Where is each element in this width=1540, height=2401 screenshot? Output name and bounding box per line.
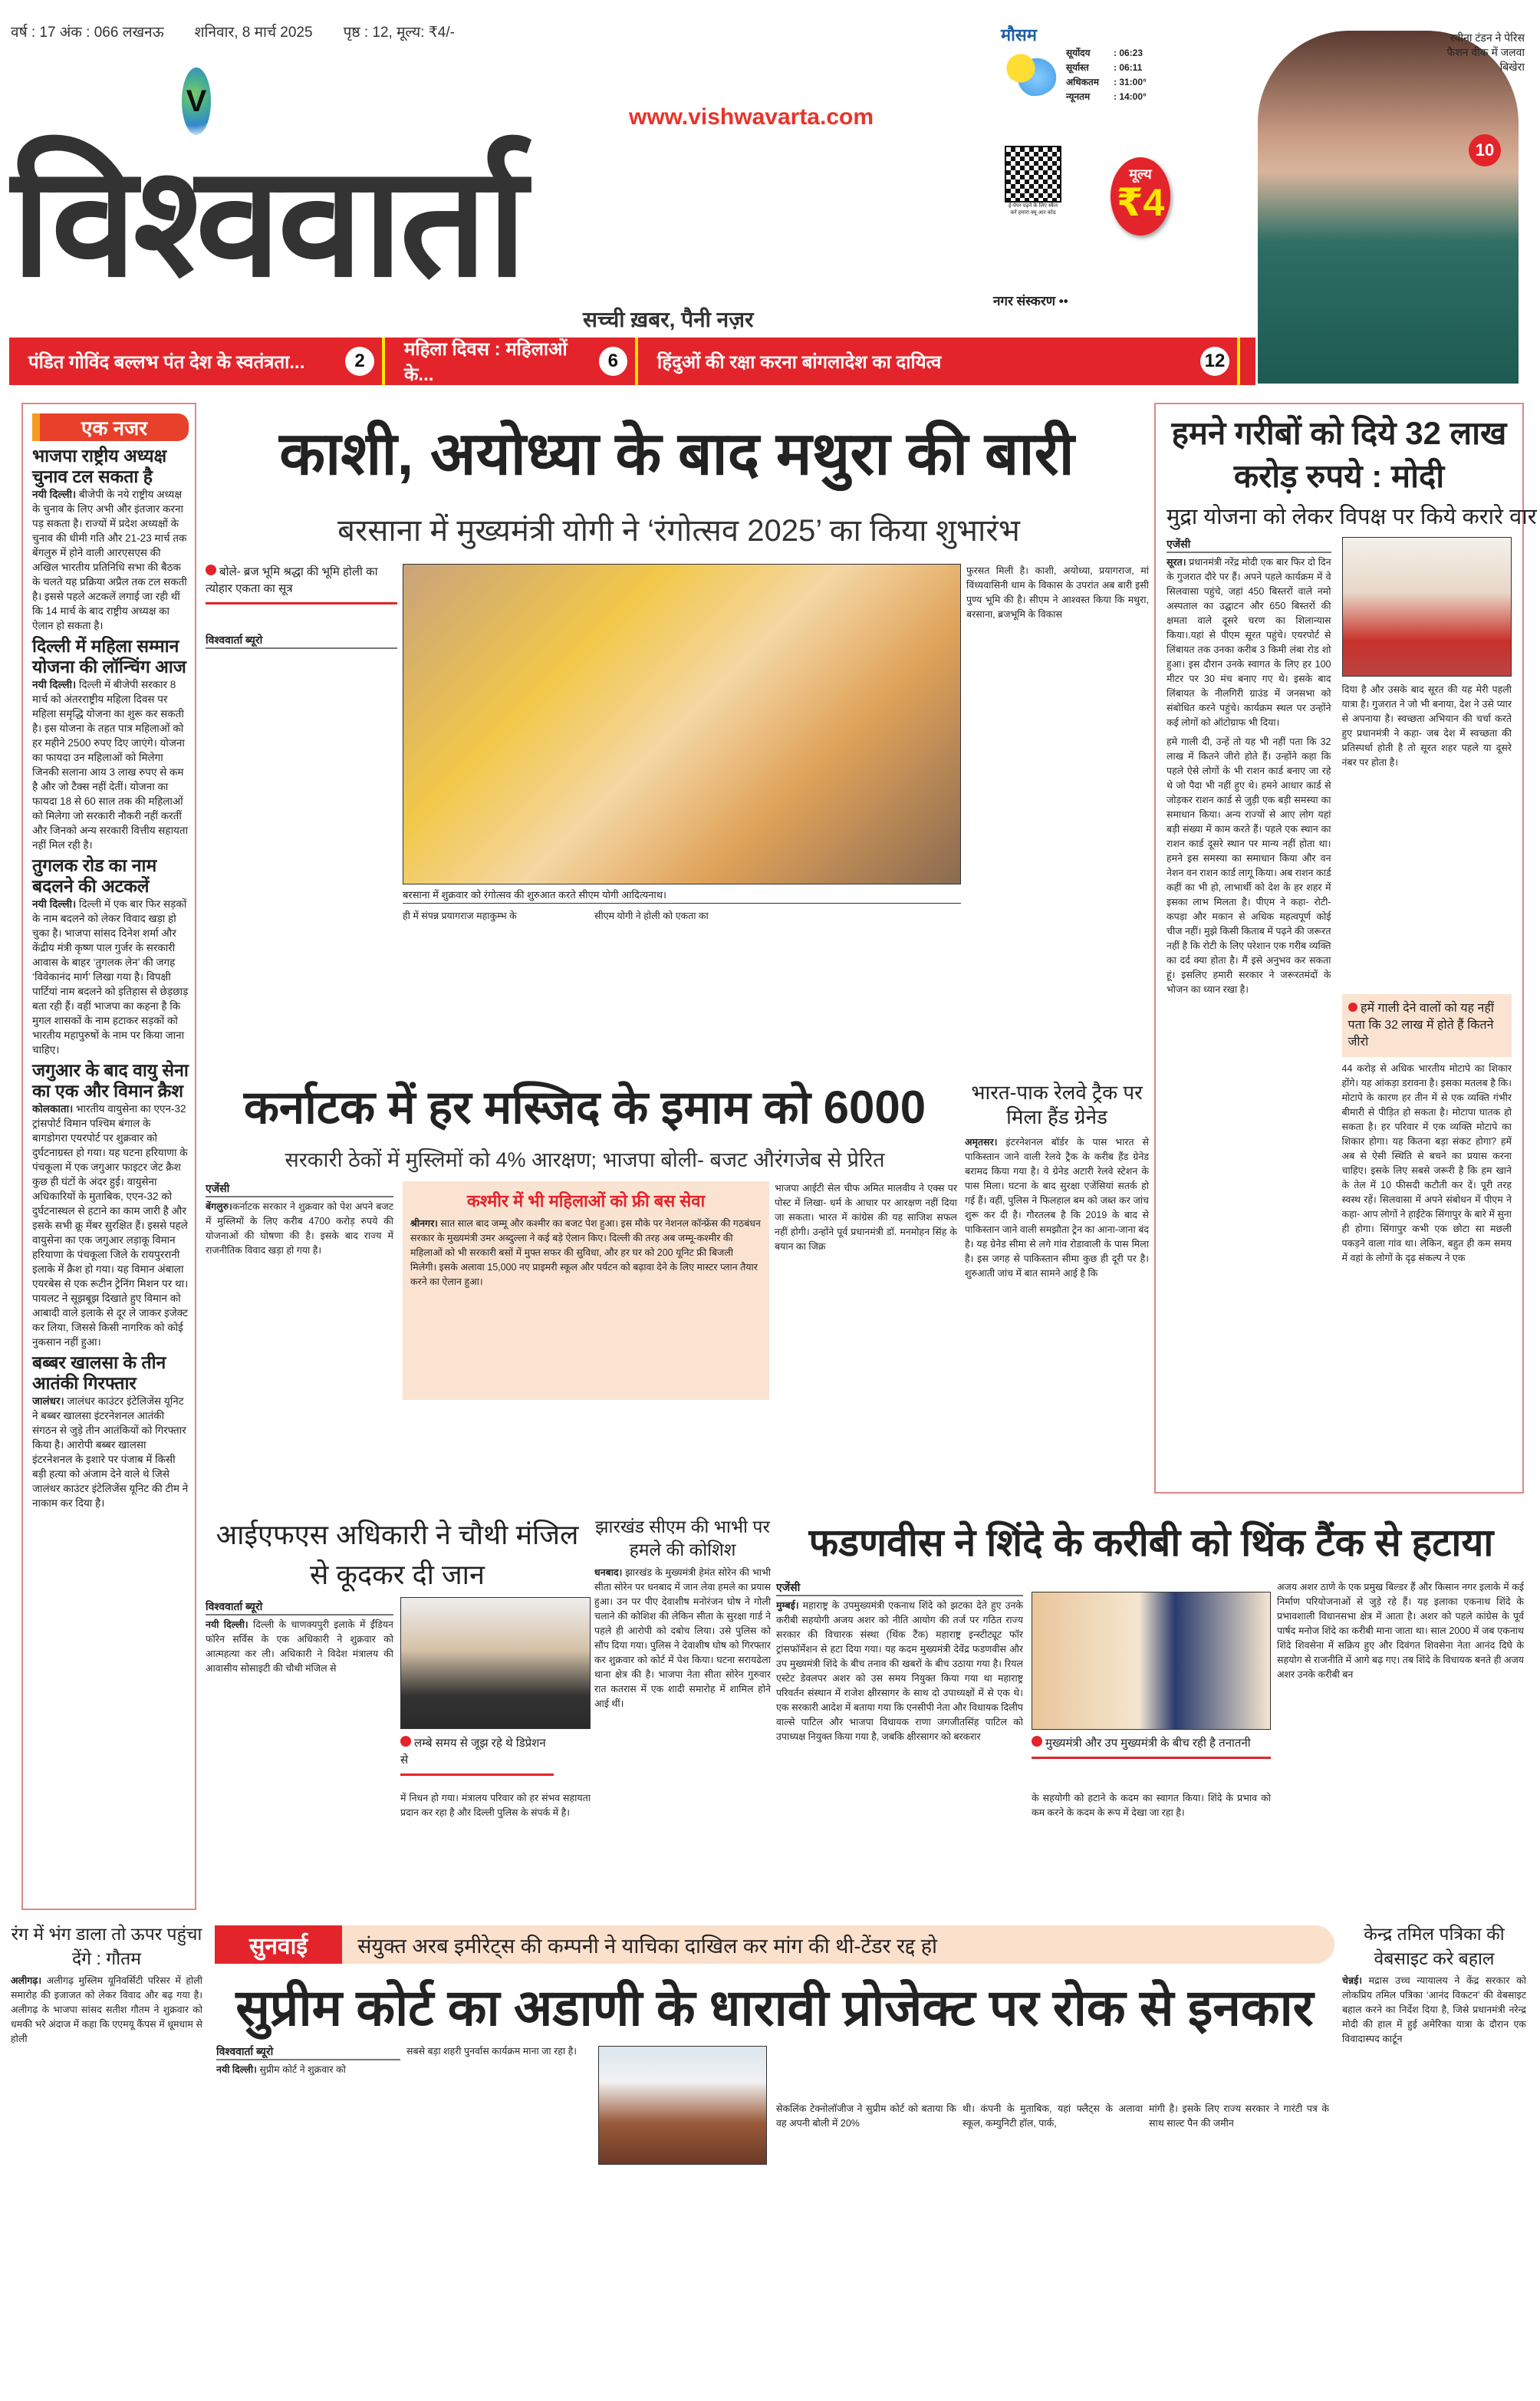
tamil-story <box>1342 1922 1526 2389</box>
pull-quote-text: हमें गाली देने वालों को यह नहीं पता कि 32 लाख में होते हैं कितने जीरो <box>1348 1002 1494 1049</box>
weather-label: अधिकतम <box>1066 77 1099 87</box>
highlight-text: लम्बे समय से जूझ रहे थे डिप्रेशन से <box>400 1737 546 1767</box>
kashmir-inset <box>403 1181 769 1400</box>
story-text: मद्रास उच्च न्यायालय ने केंद्र सरकार को लोकप्रिय तमिल पत्रिका ‘आनंद विकटन’ की वेबसाइट बहाल करने का निर्देश दिया है, जिसे प्रधानमंत्री नरेन्द्र मोदी की हाल में हुई अमेरिका यात्रा के दौरान एक विवादास्पद कार्टून <box>1342 1975 1526 2044</box>
karnataka-column: भाजपा आईटी सेल चीफ अमित मालवीय ने एक्स पर पोस्ट में लिखा- धर्म के आधार पर आरक्षण नहीं दिया जा सकता। भारत में कांग्रेस की यह साजिश सफल नहीं होगी। उन्होंने पूर्व प्रधानमंत्री डॉ. मनमोहन सिंह के बयान का जिक्र <box>775 1183 957 1252</box>
modi-headline[interactable]: हमने गरीबों को दिये 32 लाख करोड़ रुपये : मोदी <box>1171 415 1507 494</box>
sun-cloud-icon <box>1005 50 1058 96</box>
issue-date: शनिवार, 8 मार्च 2025 <box>194 25 313 41</box>
price-value: ₹4 <box>1116 181 1165 224</box>
story-text: महाराष्ट्र के उपमुख्यमंत्री एकनाथ शिंदे को झटका देते हुए उनके करीबी सहयोगी अजय अशर को नीति आयोग की तर्ज पर गठित राज्य सरकार की विचारक संस्था (थिंक टैंक) महाराष्ट्र इन्स्टीट्यूट फॉर ट्रांसफॉर्मेशन से हटा दिया गया। यह कदम मुख्यमंत्री देवेंद्र फडणवीस और उप मुख्यमंत्री शिंदे के बीच तनाव की खबरों के बीच उठाया गया है। रियल एस्टेट डेवलपर अशर को उस समय नियुक्त किया गया था महाराष्ट्र परिवर्तन संस्थान में राजेश क्षीरसागर के साथ दो उपाध्यक्षों में से एक थे। एक सरकारी आदेश में बताया गया कि एनसीपी नेता और विधायक दिलीप वाल्से पाटिल और भाजपा विधायक राणा जगजीतसिंह पाटिल को उपाध्यक्ष नियुक्त किया गया है, जबकि क्षीरसागर को बरकरार <box>776 1600 1023 1742</box>
brief-body <box>32 1102 189 1349</box>
grenade-headline[interactable]: भारत-पाक रेलवे ट्रैक पर मिला हैंड ग्रेनेड <box>971 1081 1143 1128</box>
story-text: दिल्ली के चाणक्यपुरी इलाके में ईंडियन फॉरेन सर्विस के एक अधिकारी ने शुक्रवार को आत्महत्या कर ली। अधिकारी ने विदेश मंत्रालय की आवासीय सोसाइटी की चौथी मंजिल से <box>206 1619 393 1674</box>
highlight-text: बोले- ब्रज भूमि श्रद्धा की भूमि होली का त्योहार एकता का सूत्र <box>206 565 378 595</box>
jharkhand-headline[interactable]: झारखंड सीएम की भाभी पर हमले की कोशिश <box>595 1517 770 1559</box>
tagline: सच्ची ख़बर, पैनी नज़र <box>583 308 754 331</box>
lead-column: फुरसत मिली है। काशी, अयोध्या, प्रयागराज, मां विंध्यवासिनी धाम के विकास के उपरांत अब बारी इसी पुण्य भूमि की है। सीएम ने आश्वस्त किया कि मथुरा, बरसाना, ब्रजभूमि के विकास <box>966 565 1149 620</box>
teaser-text: महिला दिवस : महिलाओं के... <box>404 339 568 385</box>
modi-column: दिया है और उसके बाद सूरत की यह मेरी पहली यात्रा है। गुजरात ने जो भी बनाया, देश ने उसे प्यार से अपनाया है। स्वच्छता अभियान की चर्चा करते हुए प्रधानमंत्री ने कहा- जब देश में स्वच्छता की प्रतिस्पर्धा होती है तो सूरत शहर पहले या दूसरे नंबर पर होता है। <box>1341 684 1512 768</box>
dateline: सूरत। <box>1167 557 1186 568</box>
inset-text: सात साल बाद जम्मू और कश्मीर का बजट पेश हुआ। इस मौके पर नेशनल कॉन्फ्रेंस की गठबंधन सरकार के मुख्यमंत्री उमर अब्दुल्ला ने कई बड़े ऐलान किए। दिल्ली की तरह अब जम्मू-कश्मीर की महिलाओं को भी सरकारी बसों में मुफ्त सफर की सुविधा, और हर घर को 200 यूनिट फ्री बिजली मिलेगी। इसके अलावा 15,000 नए प्राइमरी स्कूल और पर्यटन को बढ़ावा देने के लिए मास्टर प्लान तैयार करने का ऐलान हुआ। <box>410 1218 761 1287</box>
website-link[interactable]: www.vishwavarta.com <box>629 104 874 130</box>
red-dot-icon <box>206 565 216 575</box>
dateline: नयी दिल्ली। <box>216 2064 257 2075</box>
dateline: मुम्बई। <box>776 1600 799 1611</box>
weather-value: : 14:00° <box>1114 91 1147 102</box>
weather-value: : 06:23 <box>1114 48 1143 58</box>
jharkhand-column <box>594 1566 771 1903</box>
fadnavis-photo <box>1032 1592 1271 1730</box>
teaser-bar <box>9 338 1255 385</box>
dateline: नयी दिल्ली। <box>32 898 77 910</box>
ek-nazar-box <box>21 403 196 1910</box>
qr-code-icon <box>1005 146 1061 203</box>
dateline: कोलकाता। <box>32 1103 74 1115</box>
weather-row <box>1066 75 1154 90</box>
byline: एजेंसी <box>206 1181 393 1197</box>
weather-label: न्यूनतम <box>1066 91 1091 102</box>
brief-headline[interactable]: भाजपा राष्ट्रीय अध्यक्ष चुनाव टल सकता है <box>32 446 167 486</box>
dharavi-column: सबसे बड़ा शहरी पुनर्वास कार्यक्रम माना जा रहा है। <box>406 2046 577 2057</box>
tamil-headline[interactable]: केन्द्र तमिल पत्रिका की वेबसाइट करे बहाल <box>1364 1924 1505 1968</box>
red-dot-icon <box>1348 1003 1357 1012</box>
grenade-story <box>965 1074 1149 1492</box>
dateline: नयी दिल्ली। <box>32 489 77 500</box>
lead-headline[interactable]: काशी, अयोध्या के बाद मथुरा की बारी <box>279 420 1074 487</box>
issue-meta <box>11 21 455 41</box>
hearing-banner <box>215 1925 1334 1964</box>
brief-body <box>32 677 189 852</box>
dateline: बेंगलुरु। <box>206 1201 232 1212</box>
fadnavis-headline[interactable]: फडणवीस ने शिंदे के करीबी को थिंक टैंक से हटाया <box>808 1521 1494 1564</box>
hearing-kicker-text: संयुक्त अरब इमीरेट्स की कम्पनी ने याचिका दाखिल कर मांग की थी-टेंडर रद्द हो <box>342 1925 1334 1964</box>
dateline: नयी दिल्ली। <box>206 1619 248 1630</box>
story-text: अलीगढ़ मुस्लिम यूनिवर्सिटी परिसर में होली समारोह की इजाजत को लेकर विवाद और बढ़ गया है। अलीगढ़ के भाजपा सांसद सतीश गौतम ने शुक्रवार को धमकी भरे अंदाज में कहा कि एएमयू कैंपस में धूमधाम से होली <box>11 1975 202 2044</box>
dharavi-column: थी। कंपनी के मुताबिक, यहां फ्लैट्स के अलावा स्कूल, कम्युनिटी हॉल, पार्क, <box>962 2103 1143 2129</box>
inset-body <box>410 1217 762 1289</box>
lead-highlight <box>206 564 397 604</box>
dateline: श्रीनगर। <box>410 1218 438 1229</box>
modi-photo <box>1342 537 1512 677</box>
teaser-item[interactable] <box>385 338 638 385</box>
brief-body <box>32 487 189 633</box>
fadnavis-highlight <box>1032 1735 1271 1759</box>
jharkhand-story <box>594 1515 771 1906</box>
amu-column <box>11 1974 202 2373</box>
modi-story-box <box>1154 403 1537 1494</box>
brief-headline[interactable]: दिल्ली में महिला सम्मान योजना की लॉन्चिंग आज <box>32 636 186 677</box>
lead-photo <box>403 564 961 884</box>
ifs-column <box>206 1599 393 1906</box>
brief-body <box>32 1394 189 1510</box>
modi-column <box>1167 537 1331 1457</box>
fadnavis-column: अजय अशर ठाणे के एक प्रमुख बिल्डर हैं और किसान नगर इलाके में कई निर्माण परियोजनाओं से जुड़े रहे हैं। यह इलाका एकनाथ शिंदे के प्रभावशाली विधानसभा क्षेत्र में आता है। अशर को पहले कांग्रेस के पूर्व पार्षद मनोज शिंदे का करीबी माना जाता था। साल 2000 में जब एकनाथ शिंदे शिवसेना में सक्रिय हुए और दिवंगत शिवसेना नेता आनंद दिघे के सहयोग से राजनीति में आगे बढ़ गए। तब शिंदे के विधायक बनते ही अजय अशर उनके करीबी बन <box>1277 1582 1524 1680</box>
fadnavis-column: के सहयोगी को हटाने के कदम का स्वागत किया। शिंदे के प्रभाव को कम करने के कदम के रूप में देखा जा रहा है। <box>1032 1793 1271 1818</box>
pull-quote <box>1342 994 1512 1057</box>
byline: एजेंसी <box>776 1580 1023 1596</box>
lead-subheadline: बरसाना में मुख्यमंत्री योगी ने ‘रंगोत्सव 2025’ का किया शुभारंभ <box>337 514 1020 548</box>
story-text: हमे गाली दी, उन्हें तो यह भी नहीं पता कि 32 लाख में कितने जीरो होते हैं। उन्होंने कहा कि पहले ऐसे लोगों के भी राशन कार्ड बनाए जा रहे थे जो पैदा भी नहीं हुए थे। हमने आधार कार्ड से जोड़कर राशन कार्ड से जुड़ी एक बड़ी समस्या का समाधान किया। अन्य राज्यों से आए लोग यहां बड़ी संख्या में काम करते हैं। पहले एक स्थान का राशन कार्ड दूसरे स्थान पर मान्य नहीं होता था। हमने इस समस्या का समाधान किया और वन नेशन वन राशन कार्ड लागू किया। अब राशन कार्ड कहीं का भी हो, लाभार्थी को देश के हर शहर में इसका लाभ मिलता है। पीएम ने कहा- रोटी-कपड़ा और मकान से अधिक महत्वपूर्ण कोई चीज नहीं। मुझे किसी किताब में पढ़ने की जरूरत नहीं है कि रोटी के लिए परेशान एक गरीब व्यक्ति का दर्द क्या होता है। मैं इसे अनुभव कर सकता हूं। इसलिए हमारी सरकार ने जरूरतमंदों के भोजन का ध्यान रखा है। <box>1167 736 1331 995</box>
weather-label: सूर्यास्त <box>1066 62 1089 73</box>
tamil-column <box>1342 1974 1526 2373</box>
amu-headline[interactable]: रंग में भंग डाला तो ऊपर पहुंचा देंगे : गौतम <box>11 1924 202 1968</box>
story-text: झारखंड के मुख्यमंत्री हेमंत सोरेन की भाभी सीता सोरेन पर धनबाद में जान लेवा हमले का प्रयास हुआ। उन पर पीए देवाशीष मनोरंजन घोष ने गोली चलाने की कोशिश की लेकिन सीता के सुरक्षा गार्ड ने पहले ही आरोपी को दबोच लिया। उसे पुलिस को सौंप दिया गया। पुलिस ने देवाशीष घोष को गिरफ्तार कर शुक्रवार को कोर्ट में पेश किया। घटना सरायढेला थाना क्षेत्र की है। भाजपा नेता सीता सोरेन गुरुवार रात कतरास में एक शादी समारोह में शामिल होने आई थीं। <box>594 1567 771 1709</box>
dharavi-column <box>216 2044 400 2389</box>
modi-column: 44 करोड़ से अधिक भारतीय मोटापे का शिकार होंगे। यह आंकड़ा डरावना है। इसका मतलब है कि। मोटापे के कारण हर तीन में से एक व्यक्ति गंभीर बीमारी से पीड़ित हो सकता है। मोटापा घातक हो सकता है। हर परिवार में एक व्यक्ति मोटापे का शिकार होगा। यह कितना बड़ा संकट होगा? हमें अब से ऐसी स्थिति से बचने का प्रयास करना चाहिए। इसके लिए सबसे जरूरी है कि हम खाने के तेल में 10 फीसदी कटौती कर दें। पूरी तरह स्वस्थ रहें। सिलवासा में अपने संबोधन में पीएम ने कहा- आप लोगों ने हाईटेक सिंगापुर के बारे में सुना ही होगा। सिंगापुर कभी एक छोटा सा मछली पकड़ने वाला गांव था। लेकिन, बहुत ही कम समय में वहां के लोगों के दृढ़ संकल्प ने एक <box>1341 1063 1512 1263</box>
brief-body <box>32 897 189 1057</box>
qr-caption: ई-पेपर पढ़ने के लिए स्कैन करें हमारा क्यू आर कोड <box>1009 203 1058 216</box>
karnataka-column <box>206 1181 393 1488</box>
fadnavis-column <box>776 1580 1023 1906</box>
dateline: चेन्नई। <box>1342 1975 1362 1986</box>
ifs-photo <box>400 1597 591 1729</box>
byline: विश्ववार्ता ब्यूरो <box>206 1599 393 1615</box>
feature-caption[interactable]: रवीना टंडन ने पेरिस फैशन वीक में जलवा बिखेरा <box>1446 31 1525 73</box>
ek-nazar-tag: एक नजर <box>32 413 189 441</box>
teaser-text: पंडित गोविंद बल्लभ पंत देश के स्वतंत्रता... <box>28 351 305 373</box>
lead-column <box>206 633 397 1055</box>
weather-row <box>1066 61 1154 75</box>
brief-text: दिल्ली में एक बार फिर सड़कों के नाम बदलने को लेकर विवाद खड़ा हो चुका है। भाजपा सांसद दिनेश शर्मा और केंद्रीय मंत्री कृष्ण पाल गुर्जर के सरकारी आवास के बाहर ‘तुगलक लेन’ की जगह ‘विवेकानंद मार्ग’ लिखा गया है। विपक्षी पार्टियां नाम बदलने को इतिहास से छेड़छाड़ बता रही हैं। वहीं भाजपा का कहना है कि मुगल शासकों के नाम हटाकर सड़कों को भारतीय महापुरुषों के नाम पर किया जाना चाहिए। <box>32 898 189 1056</box>
ifs-headline[interactable]: आईएफएस अधिकारी ने चौथी मंजिल से कूदकर दी जान <box>216 1519 579 1590</box>
red-dot-icon <box>400 1736 411 1747</box>
grenade-column <box>965 1135 1149 1473</box>
karnataka-subheadline: सरकारी ठेकों में मुस्लिमों को 4% आरक्षण; भाजपा बोली- बजट औरंगजेब से प्रेरित <box>285 1148 885 1171</box>
teaser-page: 6 <box>599 347 627 376</box>
dateline: अमृतसर। <box>965 1137 998 1148</box>
issue-number: वर्ष : 17 अंक : 066 लखनऊ <box>11 25 164 41</box>
story-text: इंटरनेशनल बॉर्डर के पास भारत से पाकिस्तान जाने वाली रेलवे ट्रैक के करीब हैंड ग्रेनेड बरामद किया गया है। ये ग्रेनेड अटारी रेलवे स्टेशन के पास मिला। घटना के बाद सुरक्षा एजेंसियां सतर्क हो गई हैं। वहीं, पुलिस ने फिलहाल बम को जब्त कर जांच शुरू कर दी है। गौरतलब है कि 2019 के बाद से पाकिस्तान जाने वाली समझौता ट्रेन का आना-जाना बंद है। यह ग्रेनेड सीमा से लगे गांव रोडावाली के पास मिला है। इस जगह से पाकिस्तान सीमा कुछ ही दूरी पर है। शुरुआती जांच में बात सामने आई है कि <box>965 1137 1149 1279</box>
page-count-price: पृष्ठ : 12, मूल्य: ₹4/- <box>343 25 455 41</box>
brief-text: भारतीय वायुसेना का एएन-32 ट्रांसपोर्ट विमान पश्चिम बंगाल के बागडोगरा एयरपोर्ट पर शुक्रवार को दुर्घटनाग्रस्त हो गया। यह घटना हरियाणा के पंचकूला में एक जगुआर फाइटर जेट क्रैश कुछ ही घंटों के अंदर हुई। वायुसेना अधिकारियों के मुताबिक, एएन-32 को दुर्घटनास्थल से हटाने का काम जारी है और इसके सभी क्रू मेंबर सुरक्षित हैं। इससे पहले वायुसेना का एक जगुआर लड़ाकू विमान हरियाणा के पंचकूला जिले के रायपुररानी इलाके में क्रैश हो गया। यह विमान अंबाला एयरबेस से एक रूटीन ट्रेनिंग मिशन पर था। पायलट ने सूझबूझ दिखाते हुए विमान को आबादी वाले इलाके से दूर ले जाकर इजेक्ट कर लिया, जिससे किसी नागरिक को कोई नुकसान नहीं हुआ। <box>32 1103 189 1348</box>
globe-logo-icon: V <box>182 68 211 135</box>
dharavi-column: सेकलिंक टेक्नोलॉजीज ने सुप्रीम कोर्ट को बताया कि वह अपनी बोली में 20% <box>776 2103 956 2129</box>
red-dot-icon <box>1032 1736 1042 1747</box>
brief-headline[interactable]: बब्बर खालसा के तीन आतंकी गिरफ्तार <box>32 1352 166 1393</box>
weather-title: मौसम <box>1001 25 1037 44</box>
dateline: नयी दिल्ली। <box>32 679 77 690</box>
brief-text: दिल्ली में बीजेपी सरकार 8 मार्च को अंतरराष्ट्रीय महिला दिवस पर महिला समृद्धि योजना का शुरू कर सकती है। इस योजना के तहत पात्र महिलाओं को हर महीने 2500 रुपए दिए जाएंगे। योजना का फायदा उन महिलाओं को मिलेगा जिनकी सलाना आय 3 लाख रुपए से कम है और जो टैक्स नहीं देतीं। योजना का फायदा 18 से 60 साल तक की महिलाओं को मिलेगा जो सरकारी नौकरी नहीं करतीं और जिनको अन्य सरकारी वित्तीय सहायता नहीं मिल रही है। <box>32 679 189 851</box>
supreme-court-photo <box>598 2046 767 2165</box>
weather-box <box>1001 23 1154 104</box>
inset-headline[interactable]: कश्मीर में भी महिलाओं को फ्री बस सेवा <box>466 1191 706 1210</box>
teaser-text: हिंदुओं की रक्षा करना बांगलादेश का दायित्व <box>657 351 942 373</box>
teaser-item[interactable] <box>638 338 1240 385</box>
brief-headline[interactable]: जगुआर के बाद वायु सेना का एक और विमान क्रैश <box>32 1060 189 1101</box>
teaser-item[interactable] <box>9 338 385 385</box>
weather-row <box>1066 46 1154 61</box>
byline: एजेंसी <box>1167 537 1331 553</box>
story-text: प्रधानमंत्री नरेंद्र मोदी एक बार फिर दो दिन के गुजरात दौरे पर हैं। अपने पहले कार्यक्रम में वे सिलवासा पहुंचे, जहां 450 बिस्तरों वाले नमो अस्पताल का उद्घाटन और 650 बिस्तरों की क्षमता वाले दूसरे चरण का शिलान्यास किया।.यहां से पीएम सूरत पहुंचे। एयरपोर्ट से लिंबायत तक उनका करीब 3 किमी लंबा रोड शो हुआ। इस दौरान उनके स्वागत के लिए हर 100 मीटर पर 30 मंच बनाए गए थे। इसके बाद लिंबायत के नीलगिरी ग्राउंड में जनसभा को संबोधित करने पहुंचे। कार्यक्रम स्थल पर उन्होंने कई लोगों को ऑटोग्राफ भी दिया। <box>1167 557 1331 728</box>
weather-value: : 31:00° <box>1114 77 1147 87</box>
story-text: सुप्रीम कोर्ट ने शुक्रवार को <box>256 2064 346 2075</box>
ifs-column: में निधन हो गया। मंत्रालय परिवार को हर संभव सहायता प्रदान कर रहा है और दिल्ली पुलिस के संपर्क में है। <box>400 1793 591 1818</box>
karnataka-headline[interactable]: कर्नाटक में हर मस्जिद के इमाम को 6000 <box>243 1082 926 1133</box>
brief-text: बीजेपी के नये राष्ट्रीय अध्यक्ष के चुनाव के लिए अभी और इंतजार करना पड़ सकता है। राज्यों में प्रदेश अध्यक्षों के चुनाव की धीमी गति और 21-23 मार्च तक बेंगलुरु में होने वाली आरएसएस की अखिल भारतीय प्रतिनिधि सभा की बैठक के चलते यह प्रक्रिया अप्रैल तक टल सकती है। इससे पहले अटकलें लगाई जा रही थीं कि 14 मार्च के बाद राष्ट्रीय अध्यक्ष का ऐलान हो सकता है। <box>32 489 187 631</box>
hearing-kicker: सुनवाई <box>215 1925 342 1964</box>
byline: विश्ववार्ता ब्यूरो <box>216 2044 400 2060</box>
actress-photo <box>1258 31 1519 384</box>
edition-label: नगर संस्करण •• <box>993 294 1068 308</box>
weather-label: सूर्योदय <box>1066 48 1091 58</box>
dateline: अलीगढ़। <box>11 1975 42 1986</box>
amu-story <box>11 1922 202 2389</box>
teaser-page: 2 <box>345 347 374 376</box>
dateline: जालंधर। <box>32 1395 64 1407</box>
masthead-title: विश्ववार्ता <box>12 137 525 308</box>
highlight-text: मुख्यमंत्री और उप मुख्यमंत्री के बीच रही है तनातनी <box>1045 1737 1251 1750</box>
teaser-page: 12 <box>1200 347 1229 376</box>
byline: विश्ववार्ता ब्यूरो <box>206 633 397 649</box>
modi-subheadline: मुद्रा योजना को लेकर विपक्ष पर किये करारे वार <box>1167 505 1537 529</box>
story-text: कर्नाटक सरकार ने शुक्रवार को पेश अपने बजट में मुस्लिमों के लिए करीब 4700 करोड़ रुपये की योजनाओं की घोषणा की है। इसके बाद राज्य में राजनीतिक विवाद खड़ा हो गया है। <box>206 1201 393 1256</box>
dateline: धनबाद। <box>594 1567 623 1578</box>
weather-row <box>1066 90 1154 104</box>
dharavi-headline[interactable]: सुप्रीम कोर्ट का अडाणी के धारावी प्रोजेक्ट पर रोक से इनकार <box>235 1979 1314 2036</box>
weather-value: : 06:11 <box>1114 62 1143 73</box>
dharavi-column: मांगी है। इसके लिए राज्य सरकार ने गारंटी पत्र के साथ साल्ट पैन की जमीन <box>1149 2103 1329 2129</box>
qr-code[interactable] <box>1005 146 1061 226</box>
lead-column: सीएम योगी ने होली को एकता का <box>594 911 709 921</box>
lead-column: ही में संपन्न प्रयागराज महाकुम्भ के <box>403 911 517 921</box>
lead-photo-caption: बरसाना में शुक्रवार को रंगोत्सव की शुरुआत करते सीएम योगी आदित्यनाथ। <box>403 886 961 904</box>
brief-text: जालंधर काउंटर इंटेलिजेंस यूनिट ने बब्बर खालसा इंटरनेशनल आतंकी संगठन से जुड़े तीन आतंकियों को गिरफ्तार किया है। आरोपी बब्बर खालसा इंटरनेशनल के इशारे पर पंजाब में किसी बड़ी हत्या को अंजाम देने वाले थे जिसे जालंधर काउंटर इंटेलिजेंस यूनिट की टीम ने नाकाम कर दिया है। <box>32 1395 189 1509</box>
brief-headline[interactable]: तुगलक रोड का नाम बदलने की अटकलें <box>32 855 157 896</box>
price-badge <box>1111 157 1170 235</box>
price-label: मूल्य <box>1129 166 1152 182</box>
ifs-highlight <box>400 1735 554 1776</box>
feature-page-badge[interactable]: 10 <box>1469 134 1501 166</box>
